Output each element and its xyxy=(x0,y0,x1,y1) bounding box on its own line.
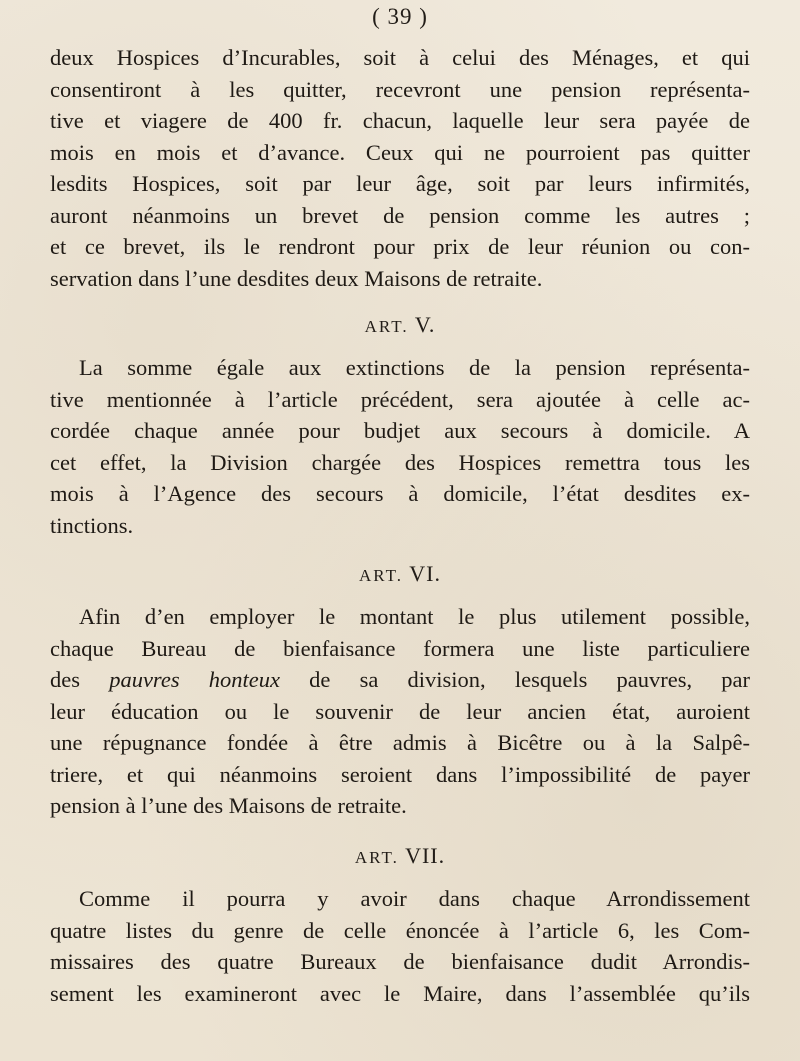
text-line: tinctions. xyxy=(50,512,134,538)
text-line: quatre listes du genre de celle énoncée à l’article 6, les Com- xyxy=(50,917,750,943)
text-line: Afin d’en employer le montant le plus utilement possible, xyxy=(79,604,750,629)
text-line: tive et viagere de 400 fr. chacun, laquelle leur sera payée de xyxy=(50,108,750,133)
text-line: La somme égale aux extinctions de la pension représenta- xyxy=(79,355,750,380)
text-line: auront néanmoins un brevet de pension comme les autres ; xyxy=(50,202,750,228)
text-line: cordée chaque année pour budjet aux secours à domicile. A xyxy=(50,418,750,443)
text-line: missaires des quatre Bureaux de bienfaisance dudit Arrondis- xyxy=(50,949,750,974)
text-line: consentiront à les quitter, recevront une pension représenta- xyxy=(50,76,750,102)
article-heading-6 xyxy=(0,561,800,587)
text-line: pension à l’une des Maisons de retraite. xyxy=(50,793,407,818)
text-segment: de sa division, lesquels pauvres, par xyxy=(280,667,751,692)
article-prefix: ART. xyxy=(354,848,399,867)
text-line xyxy=(50,664,750,696)
paragraph-article-5 xyxy=(50,352,750,541)
text-line: Comme il pourra y avoir dans chaque Arrondissement xyxy=(79,886,750,911)
article-number: VII. xyxy=(405,843,446,868)
article-heading-7 xyxy=(0,843,800,869)
text-line: sement les examineront avec le Maire, dans l’assemblée qu’ils xyxy=(50,980,750,1006)
text-line: mois à l’Agence des secours à domicile, l’état desdites ex- xyxy=(50,481,750,506)
text-line: tive mentionnée à l’article précédent, sera ajoutée à celle ac- xyxy=(50,386,750,412)
article-prefix: ART. xyxy=(364,317,409,336)
text-segment: des xyxy=(50,667,110,692)
text-line: lesdits Hospices, soit par leur âge, soit par leurs infirmités, xyxy=(50,171,750,196)
article-number: V. xyxy=(414,312,436,337)
text-line: une répugnance fondée à être admis à Bicêtre ou à la Salpê- xyxy=(50,730,750,755)
text-line: mois en mois et d’avance. Ceux qui ne pourroient pas quitter xyxy=(50,139,750,165)
article-prefix: ART. xyxy=(359,566,403,585)
text-line: triere, et qui néanmoins seroient dans l’impossibilité de payer xyxy=(50,761,750,787)
paragraph-article-7 xyxy=(50,883,750,1009)
text-line: et ce brevet, ils le rendront pour prix de leur réunion ou con- xyxy=(50,234,750,259)
text-line: cet effet, la Division chargée des Hospices remettra tous les xyxy=(50,449,750,475)
text-line: deux Hospices d’Incurables, soit à celui des Ménages, et qui xyxy=(50,45,750,70)
text-line: leur éducation ou le souvenir de leur ancien état, auroient xyxy=(50,698,750,724)
paragraph-continuation xyxy=(50,42,750,294)
italic-phrase: pauvres honteux xyxy=(109,667,280,692)
paragraph-article-6 xyxy=(50,601,750,822)
text-line: chaque Bureau de bienfaisance formera une liste particuliere xyxy=(50,635,750,661)
article-number: VI. xyxy=(409,561,441,586)
text-line: servation dans l’une desdites deux Maisons de retraite. xyxy=(50,265,543,291)
article-heading-5 xyxy=(0,312,800,338)
page-number: ( 39 ) xyxy=(372,4,428,29)
